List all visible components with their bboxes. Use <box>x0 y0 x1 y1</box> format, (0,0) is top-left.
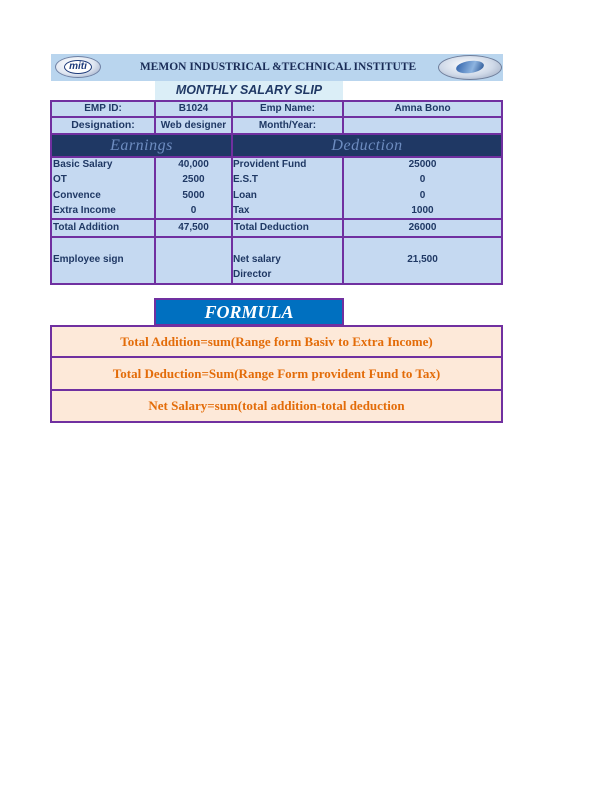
deduction-label: Tax <box>233 205 250 216</box>
formula-line: Total Deduction=Sum(Range Form provident Fund to Tax) <box>50 356 503 391</box>
earning-value: 0 <box>190 205 197 216</box>
miti-logo-text: miti <box>69 61 87 72</box>
employee-sign-label: Employee sign <box>53 254 124 265</box>
emp-name-value: Amna Bono <box>342 100 503 118</box>
designation-value: Web designer <box>154 116 233 135</box>
formula-line: Net Salary=sum(total addition-total deduction <box>50 389 503 423</box>
deduction-label: Provident Fund <box>233 159 307 170</box>
deduction-label: E.S.T <box>233 174 259 185</box>
total-addition-value: 47,500 <box>154 218 233 238</box>
total-deduction-value: 26000 <box>342 218 503 238</box>
net-salary-value: 21,500 <box>407 254 438 265</box>
earning-value: 2500 <box>182 174 205 185</box>
designation-label: Designation: <box>50 116 156 135</box>
employee-sign-box <box>154 236 233 285</box>
earning-label: Extra Income <box>53 205 116 216</box>
earnings-heading: Earnings <box>50 133 233 158</box>
earning-label: Convence <box>53 190 101 201</box>
deduction-heading: Deduction <box>231 133 503 158</box>
institute-name: MEMON INDUSTRICAL &TECHNICAL INSTITUTE <box>139 61 417 73</box>
emp-id-label: EMP ID: <box>50 100 156 118</box>
earning-label: Basic Salary <box>53 159 113 170</box>
net-salary-label: Net salary <box>233 254 281 265</box>
deduction-value: 25000 <box>408 159 437 170</box>
deduction-value: 0 <box>419 174 426 185</box>
total-addition-label: Total Addition <box>50 218 156 238</box>
formula-line: Total Addition=sum(Range form Basiv to Extra Income) <box>50 325 503 358</box>
deduction-value: 0 <box>419 190 426 201</box>
deduction-label: Loan <box>233 190 257 201</box>
deduction-value: 1000 <box>411 205 434 216</box>
earning-value: 5000 <box>182 190 205 201</box>
formula-title: FORMULA <box>154 298 344 326</box>
month-year-label: Month/Year: <box>231 116 344 135</box>
total-deduction-label: Total Deduction <box>231 218 344 238</box>
earning-label: OT <box>53 174 67 185</box>
emp-id-value: B1024 <box>154 100 233 118</box>
slip-title: MONTHLY SALARY SLIP <box>155 81 343 100</box>
emp-name-label: Emp Name: <box>231 100 344 118</box>
earning-value: 40,000 <box>178 159 209 170</box>
director-label: Director <box>233 269 272 280</box>
